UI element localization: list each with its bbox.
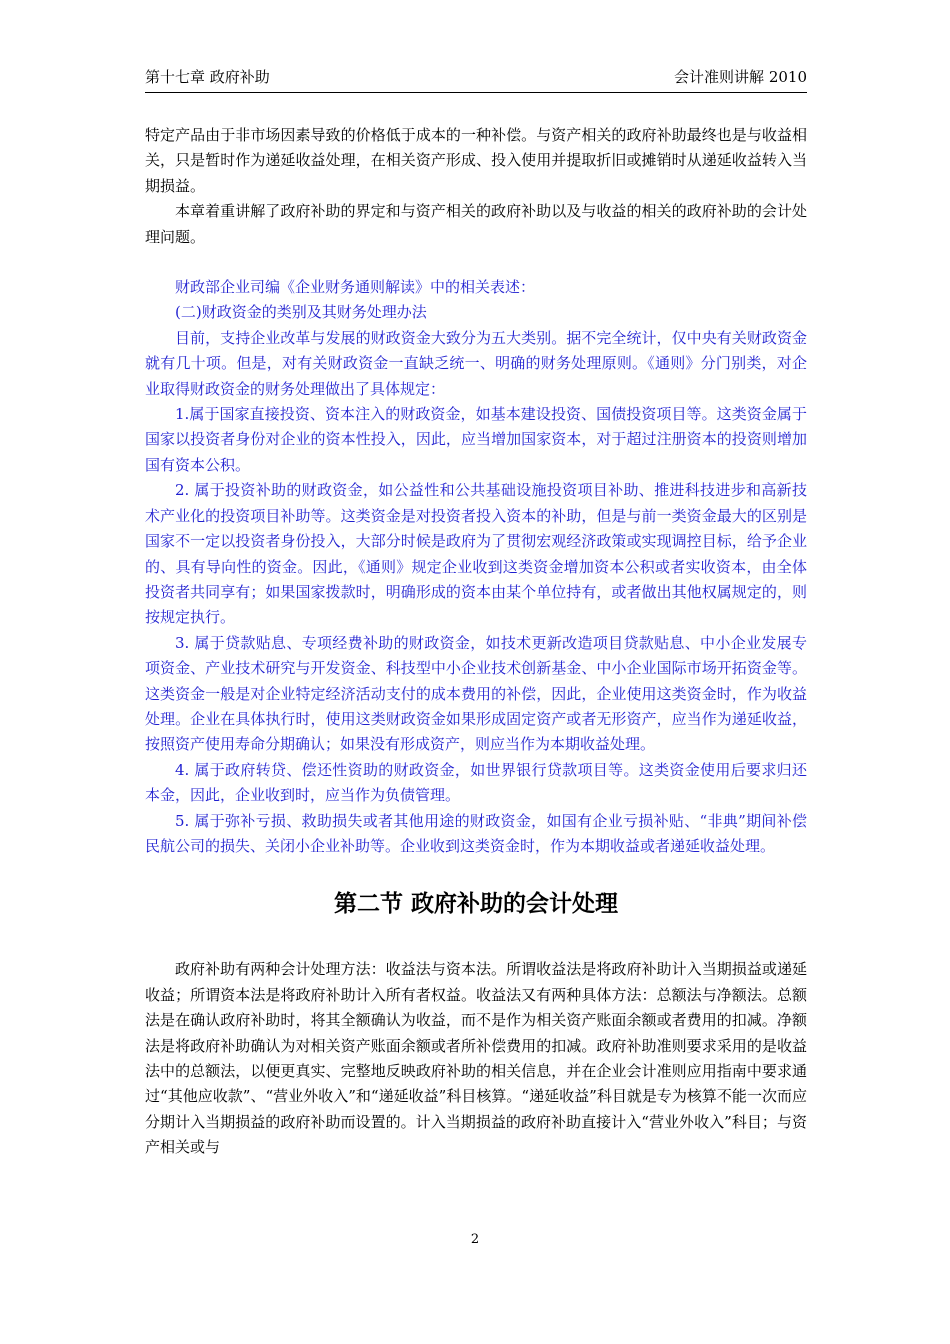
quote-item-5: 5. 属于弥补亏损、救助损失或者其他用途的财政资金，如国有企业亏损补贴、“非典”期间补偿民航公司的损失、关闭小企业补助等。企业收到这类资金时，作为本期收益或者递延收益处理。 [145, 811, 807, 855]
section-body-paragraph: 政府补助有两种会计处理方法：收益法与资本法。所谓收益法是将政府补助计入当期损益或递延收益；所谓资本法是将政府补助计入所有者权益。收益法又有两种具体方法：总额法与净额法。总额法是在确认政府补助时，将其全额确认为收益，而不是作为相关资产账面余额或者费用的扣减。净额法是将政府补助确认为对相关资产账面余额或者所补偿费用的扣减。政府补助准则要求采用的是收益法中的总额法，以便更真实、完整地反映政府补助的相关信息，并在企业会计准则应用指南中要求通过“其他应收款”、“营业外收入”和“递延收益”科目核算。“递延收益”科目就是专为核算不能一次而应分期计入当期损益的政府补助而设置的。计入当期损益的政府补助直接计入“营业外收入”科目；与资产相关或与 [145, 960, 807, 1157]
page-number: 2 [470, 1232, 480, 1247]
spacer [145, 859, 807, 887]
quote-item-4: 4. 属于政府转贷、偿还性资助的财政资金，如世界银行贷款项目等。这类资金使用后要求归还本金，因此，企业收到时，应当作为负债管理。 [145, 760, 807, 805]
page-body [145, 123, 807, 1161]
book-title: 会计准则讲解 2010 [674, 68, 807, 86]
quote-source: 财政部企业司编《企业财务通则解读》中的相关表述： [175, 278, 536, 297]
chapter-title: 第十七章 政府补助 [145, 68, 270, 86]
quote-item-3: 3. 属于贷款贴息、专项经费补助的财政资金，如技术更新改造项目贷款贴息、中小企业发展专项资金、产业技术研究与开发资金、科技型中小企业技术创新基金、中小企业国际市场开拓资金等。这类资金一般是对企业特定经济活动支付的成本费用的补偿，因此，企业使用这类资金时，作为收益处理。企业在具体执行时，使用这类财政资金如果形成固定资产或者无形资产，应当作为递延收益，按照资产使用寿命分期确认；如果没有形成资产，则应当作为本期收益处理。 [145, 633, 807, 754]
quote-item-1: 1.属于国家直接投资、资本注入的财政资金，如基本建设投资、国债投资项目等。这类资金属于国家以投资者身份对企业的资本性投入，因此，应当增加国家资本，对于超过注册资本的投资则增加国有资本公积。 [145, 405, 807, 474]
chapter-summary-paragraph: 本章着重讲解了政府补助的界定和与资产相关的政府补助以及与收益的相关的政府补助的会计处理问题。 [145, 202, 807, 246]
page-header [145, 62, 807, 93]
quote-item-2: 2. 属于投资补助的财政资金，如公益性和公共基础设施投资项目补助、推进科技进步和高新技术产业化的投资项目补助等。这类资金是对投资者投入资本的补助，但是与前一类资金最大的区别是国家不一定以投资者身份投入，大部分时候是政府为了贯彻宏观经济政策或实现调控目标，给予企业的、具有导向性的资金。因此，《通则》规定企业收到这类资金增加资本公积或者实收资本，由全体投资者共同享有；如果国家拨款时，明确形成的资本由某个单位持有，或者做出其他权属规定的，则按规定执行。 [145, 481, 807, 627]
quote-lead-paragraph: 目前，支持企业改革与发展的财政资金大致分为五大类别。据不完全统计，仅中央有关财政资金就有几十项。但是，对有关财政资金一直缺乏统一、明确的财务处理原则。《通则》分门别类，对企业取得财政资金的财务处理做出了具体规定： [145, 328, 807, 398]
intro-paragraph-continued: 特定产品由于非市场因素导致的价格低于成本的一种补偿。与资产相关的政府补助最终也是与收益相关，只是暂时作为递延收益处理，在相关资产形成、投入使用并提取折旧或摊销时从递延收益转入当期损益。 [145, 126, 807, 195]
quoted-interpretation [145, 275, 807, 859]
spacer [145, 250, 807, 275]
quote-subtitle: (二)财政资金的类别及其财务处理办法 [175, 303, 427, 322]
spacer [145, 921, 807, 957]
section-heading: 第二节 政府补助的会计处理 [333, 891, 618, 918]
